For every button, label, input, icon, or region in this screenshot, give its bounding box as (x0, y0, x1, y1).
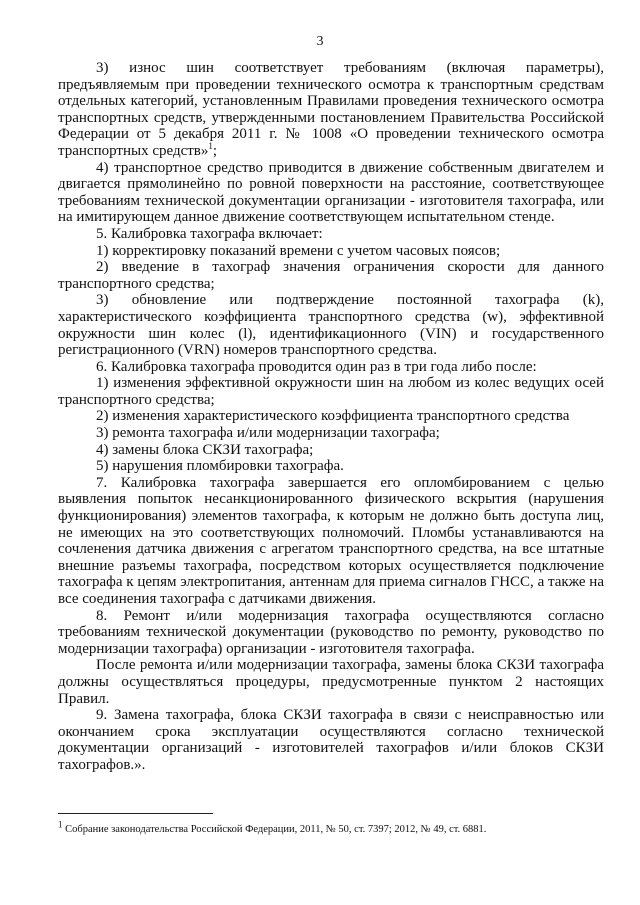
paragraph-6-3: 3) ремонта тахографа и/или модернизации тахографа; (96, 425, 440, 442)
paragraph-8: 8. Ремонт и/или модернизация тахографа осуществляются согласно требованиям технической документации (руководство по ремонту, руководство по модернизации тахографа) организации - изготовителя тахографа. (58, 607, 604, 657)
paragraph-5-2: 2) введение в тахограф значения ограничения скорости для данного транспортного средства; (58, 259, 604, 292)
paragraph-9: 9. Замена тахографа, блока СКЗИ тахографа в связи с неисправностью или окончанием срока эксплуатации осуществляются согласно технической документации организаций - изготовителей тахографов и/или блоков СКЗИ тахографов.». (58, 707, 604, 773)
paragraph-6-2: 2) изменения характеристического коэффициента транспортного средства (96, 408, 570, 425)
paragraph-5-heading: 5. Калибровка тахографа включает: (96, 225, 323, 242)
paragraph-3-tyres: 3) износ шин соответствует требованиям (включая параметры), предъявляемым при проведении технического осмотра к транспортным средствам отдельных категорий, установленным Правилами проведения технического осмотра транспортных средств, утвержденными постановлением Правительства Российской Федерации от 5 декабря 2011 г. № 1008 «О проведении технического осмотра транспортных средств»$^1$; (58, 60, 604, 159)
footnote (58, 819, 604, 836)
paragraph-4-vehicle-motion: 4) транспортное средство приводится в движение собственным двигателем и двигается прямолинейно по ровной поверхности на расстояние, соответствующее требованиям технической документации организации - изготовителя тахографа, или на имитирующем данное движение соответствующем испытательном стенде. (58, 159, 604, 226)
paragraph-6-4: 4) замены блока СКЗИ тахографа; (96, 441, 314, 458)
paragraph-6-1: 1) изменения эффективной окружности шин на любом из колес ведущих осей транспортного средства; (58, 375, 604, 408)
paragraph-7: 7. Калибровка тахографа завершается его опломбированием с целью выявления попыток несанкционированного физического вскрытия (нарушения функционирования) элементов тахографа, к которым не должно быть доступа лиц, не имеющих на это соответствующих полномочий. Пломбы устанавливаются на сочленения датчика движения с агрегатом транспортного средства, на все штатные внешние разъемы тахографа, посредством которых осуществляется подключение тахографа к цепям электропитания, антеннам для приема сигналов ГНСС, а также на все соединения тахографа с датчиками движения. (58, 474, 604, 607)
paragraph-6-5: 5) нарушения пломбировки тахографа. (96, 458, 344, 475)
footnote-ref: 1 (208, 140, 213, 151)
paragraph-6-heading: 6. Калибровка тахографа проводится один раз в три года либо после: (96, 358, 537, 375)
footnote-mark: 1 (58, 819, 63, 830)
document-body (58, 60, 604, 774)
footnote-divider (58, 813, 213, 814)
paragraph-5-1: 1) корректировку показаний времени с учетом часовых поясов; (96, 242, 501, 259)
paragraph-5-3: 3) обновление или подтверждение постоянной тахографа (k), характеристического коэффициента транспортного средства (w), эффективной окружности шин колес (l), идентификационного (VIN) и государственного регистрационного (VRN) номеров транспортного средства. (58, 292, 604, 359)
footnote-text: Собрание законодательства Российской Федерации, 2011, № 50, ст. 7397; 2012, № 49, ст. 6881. (65, 824, 487, 835)
page-number: 3 (316, 34, 324, 49)
paragraph-8-after: После ремонта и/или модернизации тахографа, замены блока СКЗИ тахографа должны осуществляться процедуры, предусмотренные пунктом 2 настоящих Правил. (58, 657, 604, 707)
